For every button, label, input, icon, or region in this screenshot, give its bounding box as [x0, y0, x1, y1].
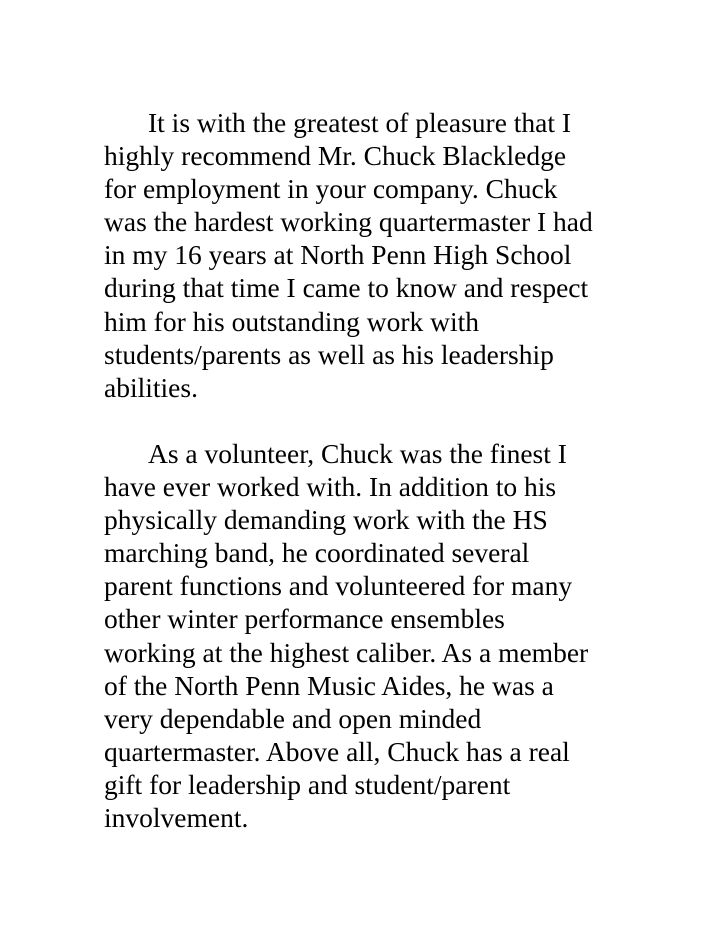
text-line: abilities. — [104, 371, 198, 403]
text-line: for employment in your company. Chuck — [104, 173, 558, 205]
text-line: working at the highest caliber. As a member — [104, 636, 589, 668]
text-line: quartermaster. Above all, Chuck has a real — [104, 735, 570, 767]
text-line: gift for leadership and student/parent — [104, 768, 511, 800]
text-line: other winter performance ensembles — [104, 603, 505, 635]
text-line: in my 16 years at North Penn High School — [104, 239, 572, 271]
paragraph-1 — [104, 106, 634, 404]
text-line: physically demanding work with the HS — [104, 504, 548, 536]
text-line: involvement. — [104, 802, 249, 834]
text-line: during that time I came to know and respect — [104, 272, 589, 304]
text-line: It is with the greatest of pleasure that I — [148, 107, 572, 138]
text-line: highly recommend Mr. Chuck Blackledge — [104, 140, 567, 172]
text-line: marching band, he coordinated several — [104, 537, 530, 569]
text-line: As a volunteer, Chuck was the finest I — [148, 438, 567, 469]
paragraph-2 — [104, 437, 634, 834]
text-line: students/parents as well as his leadership — [104, 338, 554, 370]
text-line: have ever worked with. In addition to his — [104, 471, 557, 503]
text-line: very dependable and open minded — [104, 702, 482, 734]
text-line: him for his outstanding work with — [104, 305, 480, 337]
text-line: was the hardest working quartermaster I had — [104, 206, 593, 238]
text-line: parent functions and volunteered for many — [104, 570, 573, 602]
text-line: of the North Penn Music Aides, he was a — [104, 669, 554, 701]
